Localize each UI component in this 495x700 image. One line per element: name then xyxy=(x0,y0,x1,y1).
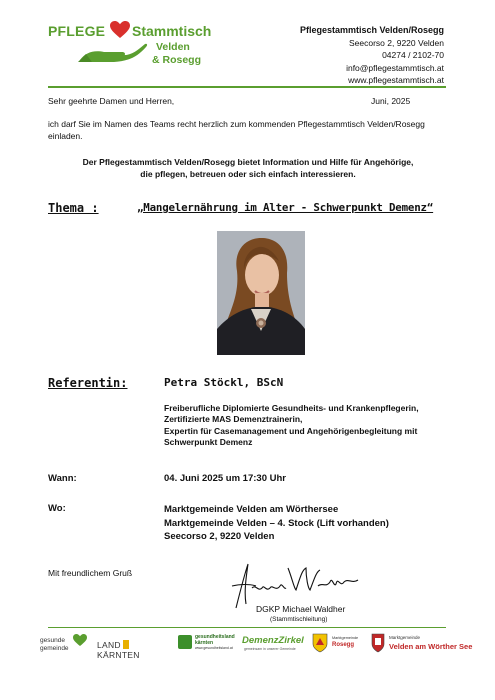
rosegg-crest-icon xyxy=(312,633,328,653)
where-line-3: Seecorso 2, 9220 Velden xyxy=(164,531,275,542)
speaker-desc-line-3: Expertin für Casemanagement und Angehörigenbegleitung mit xyxy=(164,425,418,436)
logo-marktgemeinde-velden xyxy=(371,633,486,657)
header-divider xyxy=(48,86,446,88)
logo-demenzzirkel xyxy=(242,633,310,657)
logo-gesundheitsland-kaernten xyxy=(178,633,242,657)
speaker-label: Referentin: xyxy=(48,376,128,390)
signer-role: (Stammtischleitung) xyxy=(270,616,328,623)
speaker-desc-line-1: Freiberufliche Diplomierte Gesundheits- und Krankenpflegerin, xyxy=(164,403,419,413)
hand-icon xyxy=(78,38,148,64)
speaker-name: Petra Stöckl, BScN xyxy=(164,376,284,389)
speaker-desc-line-4: Schwerpunkt Demenz xyxy=(164,436,253,447)
when-label: Wann: xyxy=(48,473,77,484)
speaker-desc-line-2: Zertifizierte MAS Demenztrainerin, xyxy=(164,414,303,425)
org-phone: 04274 / 2102-70 xyxy=(382,50,444,61)
topic-title: „Mangelernährung im Alter - Schwerpunkt Demenz“ xyxy=(137,201,434,214)
where-label: Wo: xyxy=(48,503,66,514)
mission-line-1: Der Pflegestammtisch Velden/Rosegg bietet Information und Hilfe für Angehörige, xyxy=(82,157,414,167)
organisation-address xyxy=(300,24,444,87)
letter-date: Juni, 2025 xyxy=(371,96,411,106)
mission-statement xyxy=(48,156,448,180)
dz-name: DemenzZirkel xyxy=(242,635,304,646)
topic-label: Thema : xyxy=(48,201,99,215)
dz-subtitle: gemeinsam in unserer Gemeinde xyxy=(244,647,296,651)
heart-icon xyxy=(73,634,87,646)
speaker-description xyxy=(164,403,444,448)
gl-line-2: kärnten xyxy=(195,640,214,646)
velden-name: Velden am Wörther See xyxy=(389,642,473,651)
org-website: www.pflegestammtisch.at xyxy=(348,75,444,86)
gesunde-line-2: gemeinde xyxy=(40,645,69,652)
where-line-2: Marktgemeinde Velden – 4. Stock (Lift vorhanden) xyxy=(164,517,389,529)
salutation: Sehr geehrte Damen und Herren, xyxy=(48,96,175,106)
where-value xyxy=(164,503,389,544)
when-value: 04. Juni 2025 um 17:30 Uhr xyxy=(164,473,286,484)
gl-url: www.gesundheitsland.at xyxy=(195,646,233,650)
velden-crest-icon xyxy=(371,633,385,653)
heart-icon xyxy=(110,21,130,39)
logo-word-pflege: PFLEGE xyxy=(48,23,106,39)
logo-word-velden: Velden xyxy=(156,41,190,53)
land-word-1: LAND xyxy=(97,640,121,650)
velden-small: Marktgemeinde xyxy=(389,635,421,640)
logo-gesunde-gemeinde xyxy=(40,633,90,657)
intro-paragraph: ich darf Sie im Namen des Teams recht herzlich zum kommenden Pflegestammtisch Velden/Rosegg einladen. xyxy=(48,119,425,141)
logo-marktgemeinde-rosegg xyxy=(312,633,372,657)
mission-line-2: die pflegen, betreuen oder sich einfach interessieren. xyxy=(140,169,356,179)
gl-line-1: gesundheitsland xyxy=(195,634,235,640)
speaker-photo xyxy=(217,231,305,355)
rosegg-name: Rosegg xyxy=(332,642,355,648)
logo-word-rosegg: & Rosegg xyxy=(152,54,202,66)
logo-word-stammtisch: Stammtisch xyxy=(132,23,212,39)
carinthia-flag-icon xyxy=(123,640,129,649)
handwritten-signature xyxy=(222,558,362,610)
signer-name: DGKP Michael Waldher xyxy=(256,604,346,614)
land-word-2: KÄRNTEN xyxy=(97,650,140,660)
pflegestammtisch-logo xyxy=(48,20,218,70)
gesundheitsland-icon xyxy=(178,635,192,649)
logo-land-kaernten xyxy=(97,633,159,660)
org-street: Seecorso 2, 9220 Velden xyxy=(349,37,444,48)
closing-greeting: Mit freundlichem Gruß xyxy=(48,568,133,578)
org-name: Pflegestammtisch Velden/Rosegg xyxy=(299,25,444,35)
where-line-1: Marktgemeinde Velden am Wörthersee xyxy=(164,504,339,515)
footer-divider xyxy=(48,627,446,628)
org-email: info@pflegestammtisch.at xyxy=(346,62,444,73)
gesunde-line-1: gesunde xyxy=(40,637,65,644)
rosegg-small: Marktgemeinde xyxy=(332,636,359,640)
partner-logos xyxy=(40,633,485,660)
